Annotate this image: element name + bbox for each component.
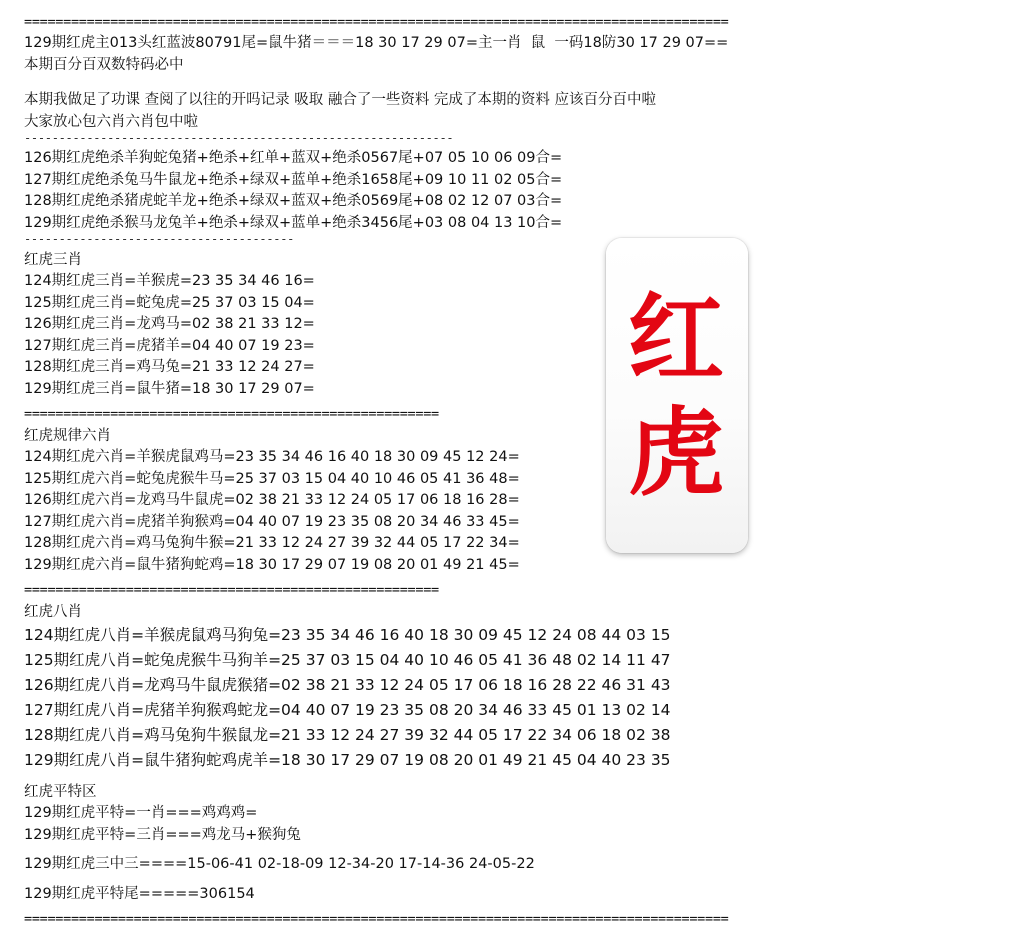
spacer-7 <box>24 905 964 913</box>
section-title-eight: 红虎八肖 <box>24 604 82 620</box>
ping-row-1: 129期红虎平特=一肖===鸡鸡鸡= <box>24 805 258 821</box>
spacer-5 <box>24 846 964 854</box>
section-title-ping: 红虎平特区 <box>24 784 97 800</box>
six-row-128: 128期红虎六肖=鸡马兔狗牛猴=21 33 12 24 27 39 32 44 05 17 22 34= <box>24 535 520 551</box>
logo-char-hong: 红 <box>628 282 726 396</box>
six-row-124: 124期红虎六肖=羊猴虎鼠鸡马=23 35 34 46 16 40 18 30 09 45 12 24= <box>24 449 520 465</box>
eight-row-128: 128期红虎八肖=鸡马兔狗牛猴鼠龙=21 33 12 24 27 39 32 44 05 17 22 34 06 18 02 38 <box>24 726 671 744</box>
eight-row-127: 127期红虎八肖=虎猪羊狗猴鸡蛇龙=04 40 07 19 23 35 08 20 34 46 33 45 01 13 02 14 <box>24 701 671 719</box>
ping-row-4: 129期红虎平特尾=====306154 <box>24 885 255 902</box>
three-row-127: 127期红虎三肖=虎猪羊=04 40 07 19 23= <box>24 337 315 354</box>
three-row-125: 125期红虎三肖=蛇兔虎=25 37 03 15 04= <box>24 294 315 311</box>
six-row-126: 126期红虎六肖=龙鸡马牛鼠虎=02 38 21 33 12 24 05 17 06 18 16 28= <box>24 492 520 508</box>
three-row-129: 129期红虎三肖=鼠牛猪=18 30 17 29 07= <box>24 380 315 397</box>
spacer-3 <box>24 576 964 584</box>
section-title-six: 红虎规律六肖 <box>24 428 111 444</box>
separator-top: ========================================================================================== <box>24 16 729 29</box>
logo-char-hu: 虎 <box>628 395 726 509</box>
separator-dashes-2: --------------------------------------- <box>24 234 295 245</box>
ping-row-3: 129期红虎三中三====15-06-41 02-18-09 12-34-20 17-14-36 24-05-22 <box>24 856 535 872</box>
eight-row-126: 126期红虎八肖=龙鸡马牛鼠虎猴猪=02 38 21 33 12 24 05 17 06 18 16 28 22 46 31 43 <box>24 676 671 694</box>
three-row-128: 128期红虎三肖=鸡马兔=21 33 12 24 27= <box>24 359 315 375</box>
separator-mid-2: ===================================================== <box>24 584 439 597</box>
three-row-126: 126期红虎三肖=龙鸡马=02 38 21 33 12= <box>24 316 315 332</box>
section-title-three: 红虎三肖 <box>24 252 82 268</box>
spacer-2 <box>24 400 964 408</box>
separator-bottom: ========================================================================================== <box>24 913 729 926</box>
intro-line-2: 大家放心包六肖六肖包中啦 <box>24 113 198 130</box>
kill-row-127: 127期红虎绝杀兔马牛鼠龙+绝杀+绿双+蓝单+绝杀1658尾+09 10 11 02 05合= <box>24 171 563 188</box>
spacer-4 <box>24 773 964 781</box>
spacer-1 <box>24 76 964 90</box>
intro-line-1: 本期我做足了功课 查阅了以往的开吗记录 吸取 融合了一些资料 完成了本期的资料 应该百分百中啦 <box>24 92 657 108</box>
eight-row-129: 129期红虎八肖=鼠牛猪狗蛇鸡虎羊=18 30 17 29 07 19 08 20 01 49 21 45 04 40 23 35 <box>24 751 671 769</box>
header-sub-line: 本期百分百双数特码必中 <box>24 56 184 73</box>
kill-row-129: 129期红虎绝杀猴马龙兔羊+绝杀+绿双+蓝单+绝杀3456尾+03 08 04 13 10合= <box>24 214 563 231</box>
red-tiger-logo-card <box>606 238 748 553</box>
eight-row-125: 125期红虎八肖=蛇兔虎猴牛马狗羊=25 37 03 15 04 40 10 46 05 41 36 48 02 14 11 47 <box>24 651 671 669</box>
separator-mid-1: ===================================================== <box>24 408 439 421</box>
document-content <box>24 16 964 930</box>
six-row-127: 127期红虎六肖=虎猪羊狗猴鸡=04 40 07 19 23 35 08 20 34 46 33 45= <box>24 513 520 530</box>
ping-row-2: 129期红虎平特=三肖===鸡龙马+猴狗兔 <box>24 826 301 843</box>
six-row-129: 129期红虎六肖=鼠牛猪狗蛇鸡=18 30 17 29 07 19 08 20 01 49 21 45= <box>24 556 520 573</box>
three-row-124: 124期红虎三肖=羊猴虎=23 35 34 46 16= <box>24 273 315 289</box>
kill-row-128: 128期红虎绝杀猪虎蛇羊龙+绝杀+绿双+蓝双+绝杀0569尾+08 02 12 07 03合= <box>24 193 563 209</box>
six-row-125: 125期红虎六肖=蛇兔虎猴牛马=25 37 03 15 04 40 10 46 05 41 36 48= <box>24 470 520 487</box>
header-main-line: 129期红虎主013头红蓝波80791尾=鼠牛猪＝＝＝18 30 17 29 07=主一肖 鼠 一码18防30 17 29 07== <box>24 35 729 51</box>
kill-row-126: 126期红虎绝杀羊狗蛇兔猪+绝杀+红单+蓝双+绝杀0567尾+07 05 10 06 09合= <box>24 150 563 166</box>
separator-dashes-1: -------------------------------------------------------------- <box>24 133 454 144</box>
eight-row-124: 124期红虎八肖=羊猴虎鼠鸡马狗兔=23 35 34 46 16 40 18 30 09 45 12 24 08 44 03 15 <box>24 626 671 644</box>
spacer-6 <box>24 876 964 884</box>
